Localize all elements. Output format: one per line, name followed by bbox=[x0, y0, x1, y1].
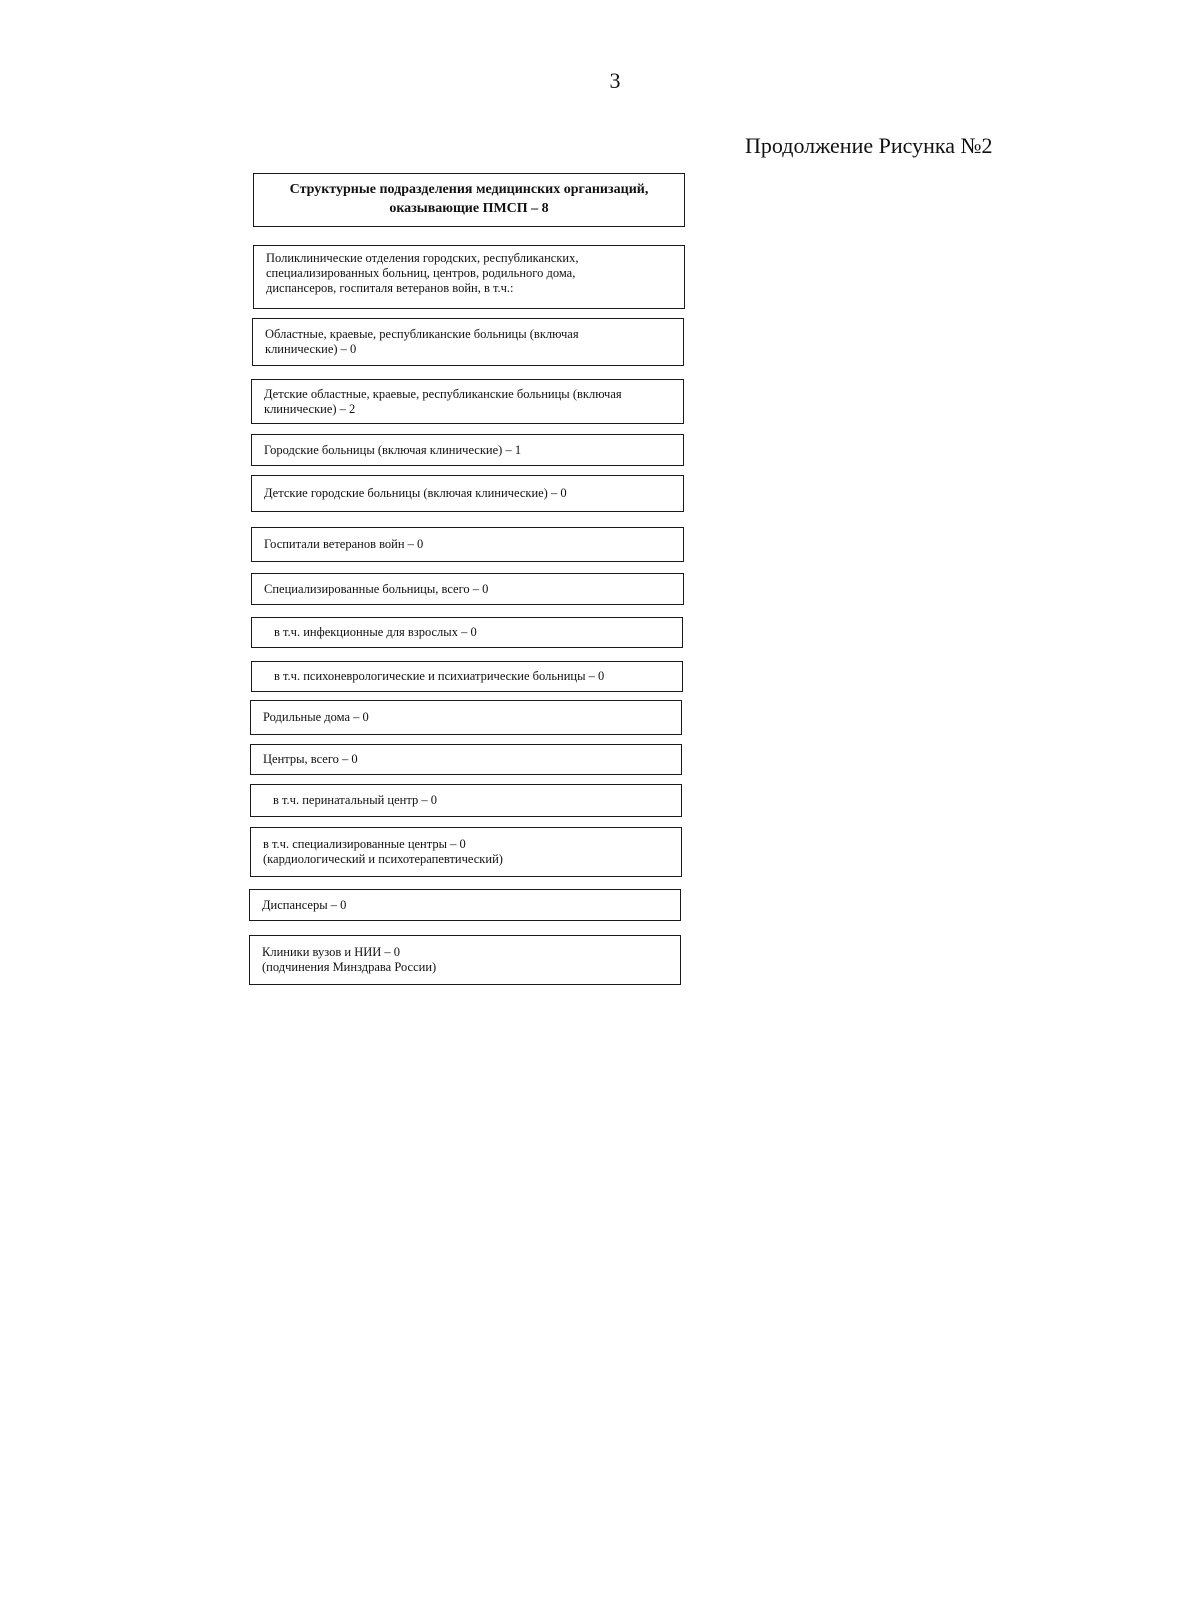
box-infectious-adults bbox=[251, 617, 683, 648]
box-university-clinics bbox=[249, 935, 681, 985]
box-maternity-homes bbox=[250, 700, 682, 735]
box-specialized-hospitals bbox=[251, 573, 684, 605]
box-text: Областные, краевые, республиканские больницы (включая клинические) – 0 bbox=[265, 327, 579, 356]
box-text: Поликлинические отделения городских, республиканских, специализированных больниц, центров, родильного дома, диспансеров, госпиталя ветеранов войн, в т.ч.: bbox=[266, 251, 579, 295]
box-text: в т.ч. специализированные центры – 0 (кардиологический и психотерапевтический) bbox=[263, 837, 503, 866]
box-text: Диспансеры – 0 bbox=[262, 897, 347, 912]
figure-continuation-title: Продолжение Рисунка №2 bbox=[745, 133, 993, 158]
box-children-regional-hospitals bbox=[251, 379, 684, 424]
box-polyclinic-departments bbox=[253, 245, 685, 309]
box-psychiatric-hospitals bbox=[251, 661, 683, 692]
box-specialized-centers bbox=[250, 827, 682, 877]
box-centers-total bbox=[250, 744, 682, 775]
header-box-text: Структурные подразделения медицинских организаций, оказывающие ПМСП – 8 bbox=[289, 182, 649, 216]
box-text: Клиники вузов и НИИ – 0 (подчинения Минздрава России) bbox=[262, 945, 437, 974]
box-text: Детские областные, краевые, республиканские больницы (включая клинические) – 2 bbox=[264, 386, 622, 416]
box-text: в т.ч. психоневрологические и психиатрические больницы – 0 bbox=[274, 669, 605, 683]
header-box-structural-units bbox=[253, 173, 685, 227]
box-text: Центры, всего – 0 bbox=[263, 752, 358, 766]
box-text: Детские городские больницы (включая клинические) – 0 bbox=[264, 486, 567, 500]
box-text: Городские больницы (включая клинические) – 1 bbox=[264, 442, 522, 457]
box-regional-hospitals bbox=[252, 318, 684, 366]
page-number: 3 bbox=[609, 68, 621, 93]
box-text: в т.ч. инфекционные для взрослых – 0 bbox=[274, 625, 477, 639]
box-text: Госпитали ветеранов войн – 0 bbox=[264, 537, 424, 551]
box-text: Специализированные больницы, всего – 0 bbox=[264, 581, 489, 596]
box-text: в т.ч. перинатальный центр – 0 bbox=[273, 793, 437, 807]
box-veteran-hospitals bbox=[251, 527, 684, 562]
box-perinatal-center bbox=[250, 784, 682, 817]
box-children-city-hospitals bbox=[251, 475, 684, 512]
box-text: Родильные дома – 0 bbox=[263, 710, 369, 724]
box-dispensaries bbox=[249, 889, 681, 921]
box-city-hospitals bbox=[251, 434, 684, 466]
